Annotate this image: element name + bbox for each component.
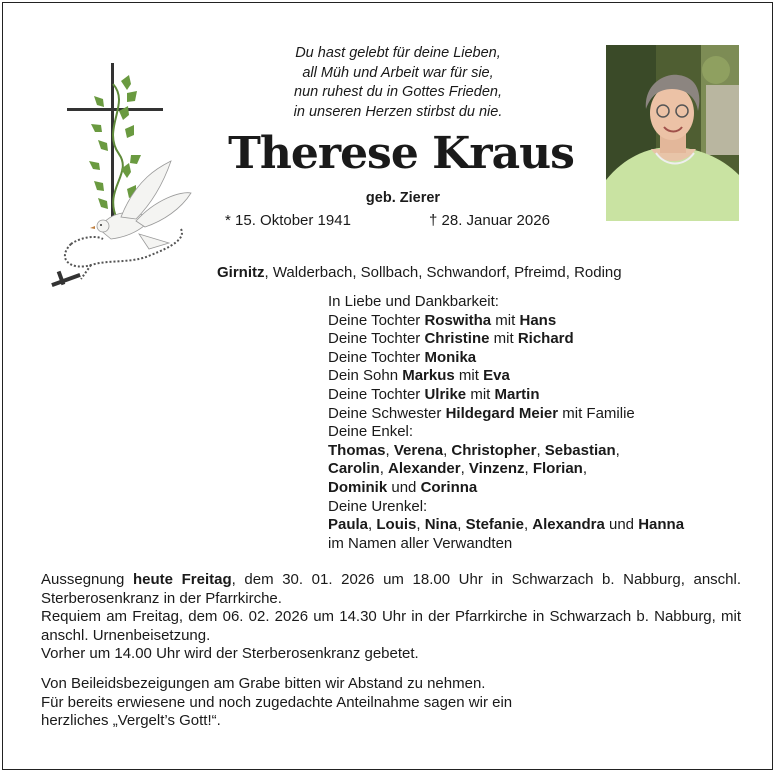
grandchildren-line: Dominik und Corinna xyxy=(328,478,478,496)
mourner-line: Deine Tochter Christine mit Richard xyxy=(328,330,574,348)
poem-line: in unseren Herzen stirbst du nie. xyxy=(293,103,503,120)
mourner-line: Deine Schwester Hildegard Meier mit Familie xyxy=(328,404,635,422)
blessing-paragraph: Aussegnung heute Freitag, dem 30. 01. 2026 um 18.00 Uhr in Schwarzach b. Nabburg, anschl. Sterberosenkranz in der Pfarrkirche. xyxy=(41,571,741,607)
obituary-notice xyxy=(2,2,773,770)
closing-line: Für bereits erwiesene und noch zugedachte Anteilnahme sagen wir ein xyxy=(41,693,513,711)
mourners-outro: im Namen aller Verwandten xyxy=(328,534,513,552)
birth-name: geb. Zierer xyxy=(365,190,441,206)
memorial-poem xyxy=(273,44,523,122)
service-info xyxy=(41,571,741,664)
grandchildren-label: Deine Enkel: xyxy=(328,423,414,441)
rosary-paragraph: Vorher um 14.00 Uhr wird der Sterberosenkranz gebetet. xyxy=(41,645,419,663)
places-line xyxy=(217,264,622,281)
places-rest: , Walderbach, Sollbach, Schwandorf, Pfreimd, Roding xyxy=(264,264,622,281)
grandchildren-line: Carolin, Alexander, Vinzenz, Florian, xyxy=(328,460,588,478)
poem-line: all Müh und Arbeit war für sie, xyxy=(302,64,494,81)
great-grandchildren-label: Deine Urenkel: xyxy=(328,497,428,515)
closing-line: Von Beileidsbezeigungen am Grabe bitten wir Abstand zu nehmen. xyxy=(41,675,486,692)
portrait-photo xyxy=(606,45,739,221)
mourner-line: Deine Tochter Ulrike mit Martin xyxy=(328,385,540,403)
poem-line: nun ruhest du in Gottes Frieden, xyxy=(294,84,502,100)
requiem-paragraph: Requiem am Freitag, dem 06. 02. 2026 um 14.30 Uhr in der Pfarrkirche in Schwarzach b. Nabburg, mit anschl. Urnenbeisetzung. xyxy=(41,608,741,644)
deceased-name: Therese Kraus xyxy=(228,128,574,179)
poem-line: Du hast gelebt für deine Lieben, xyxy=(295,45,501,61)
great-grandchildren-line: Paula, Louis, Nina, Stefanie, Alexandra und Hanna xyxy=(328,516,685,534)
death-date: † 28. Januar 2026 xyxy=(429,212,550,229)
closing-text xyxy=(41,675,741,731)
mourner-line: Dein Sohn Markus mit Eva xyxy=(328,367,510,385)
mourner-line: Deine Tochter Roswitha mit Hans xyxy=(328,311,557,329)
mourners-intro: In Liebe und Dankbarkeit: xyxy=(328,293,499,310)
birth-date: * 15. Oktober 1941 xyxy=(225,212,351,229)
cross-dove-rosary-icon xyxy=(41,59,201,299)
mourners-list xyxy=(328,293,684,553)
place-primary: Girnitz xyxy=(217,264,265,281)
mourner-line: Deine Tochter Monika xyxy=(328,348,477,366)
closing-line: herzliches „Vergelt’s Gott!“. xyxy=(41,712,221,730)
grandchildren-line: Thomas, Verena, Christopher, Sebastian, xyxy=(328,441,620,459)
